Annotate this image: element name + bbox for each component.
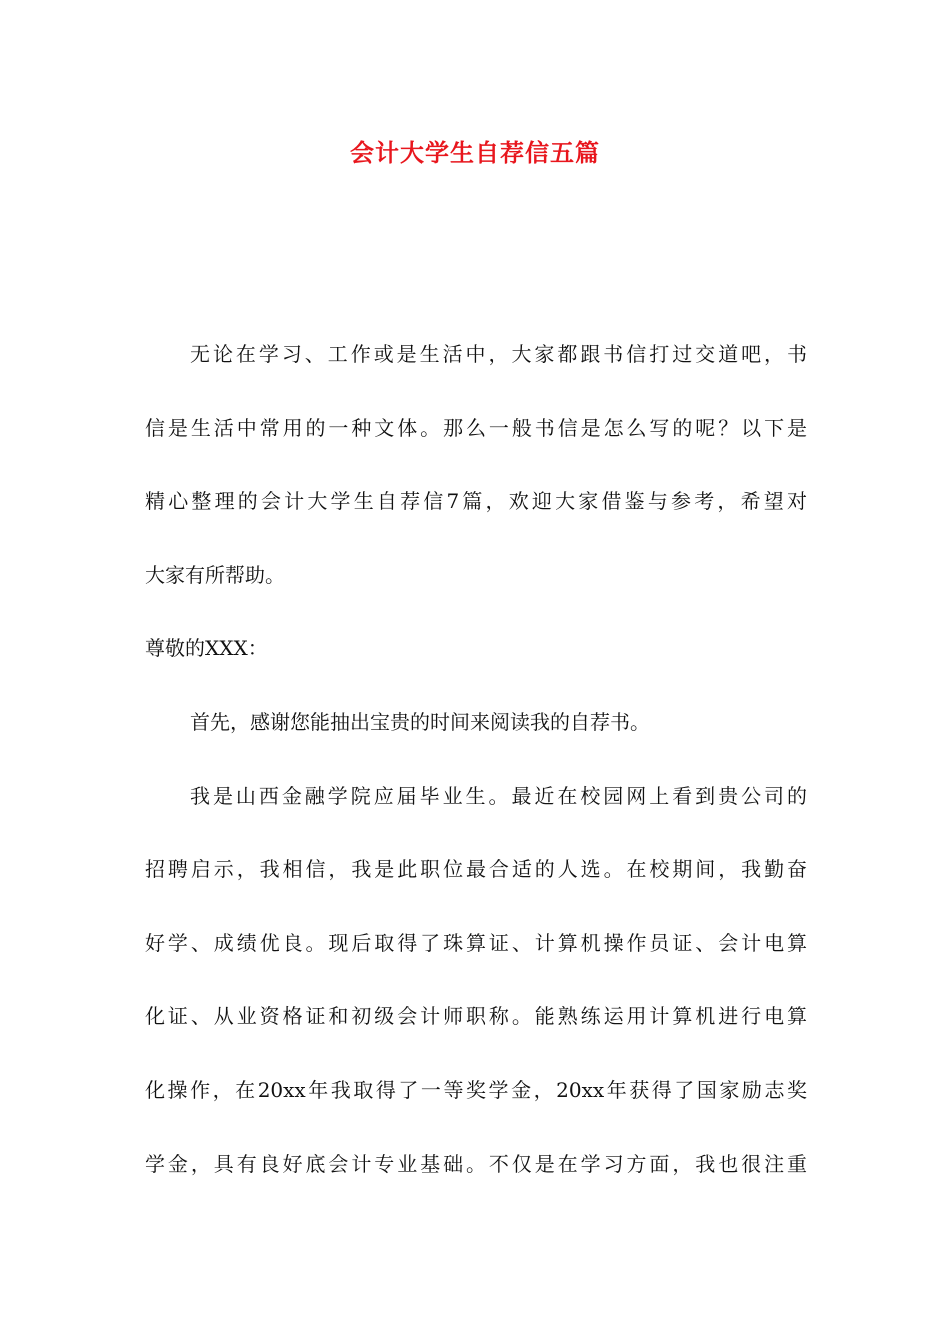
intro-self-paragraph — [145, 760, 807, 1202]
self-line-3: 好学、成绩优良。现后取得了珠算证、计算机操作员证、会计电算 — [145, 930, 807, 955]
intro-line-2: 信是生活中常用的一种文体。那么一般书信是怎么写的呢？以下是 — [145, 415, 807, 440]
salutation — [145, 612, 807, 686]
self-line-4: 化证、从业资格证和初级会计师职称。能熟练运用计算机进行电算 — [145, 1004, 807, 1029]
self-line-6: 学金，具有良好底会计专业基础。不仅是在学习方面，我也很注重 — [145, 1151, 807, 1176]
intro-line-4: 大家有所帮助。 — [145, 562, 285, 587]
self-line-1: 我是山西金融学院应届毕业生。最近在校园网上看到贵公司的 — [190, 783, 807, 808]
intro-paragraph — [145, 318, 807, 612]
thanks-paragraph — [145, 686, 807, 760]
thanks-text: 首先，感谢您能抽出宝贵的时间来阅读我的自荐书。 — [190, 709, 650, 734]
intro-line-1: 无论在学习、工作或是生活中，大家都跟书信打过交道吧，书 — [190, 342, 807, 366]
intro-line-3: 精心整理的会计大学生自荐信7篇，欢迎大家借鉴与参考，希望对 — [145, 489, 807, 514]
self-line-2: 招聘启示，我相信，我是此职位最合适的人选。在校期间，我勤奋 — [145, 857, 807, 882]
document-title: 会计大学生自荐信五篇 — [350, 138, 600, 167]
salutation-text: 尊敬的XXX： — [145, 636, 268, 661]
self-line-5: 化操作，在20xx年我取得了一等奖学金，20xx年获得了国家励志奖 — [145, 1077, 807, 1102]
document-body — [145, 318, 807, 1201]
